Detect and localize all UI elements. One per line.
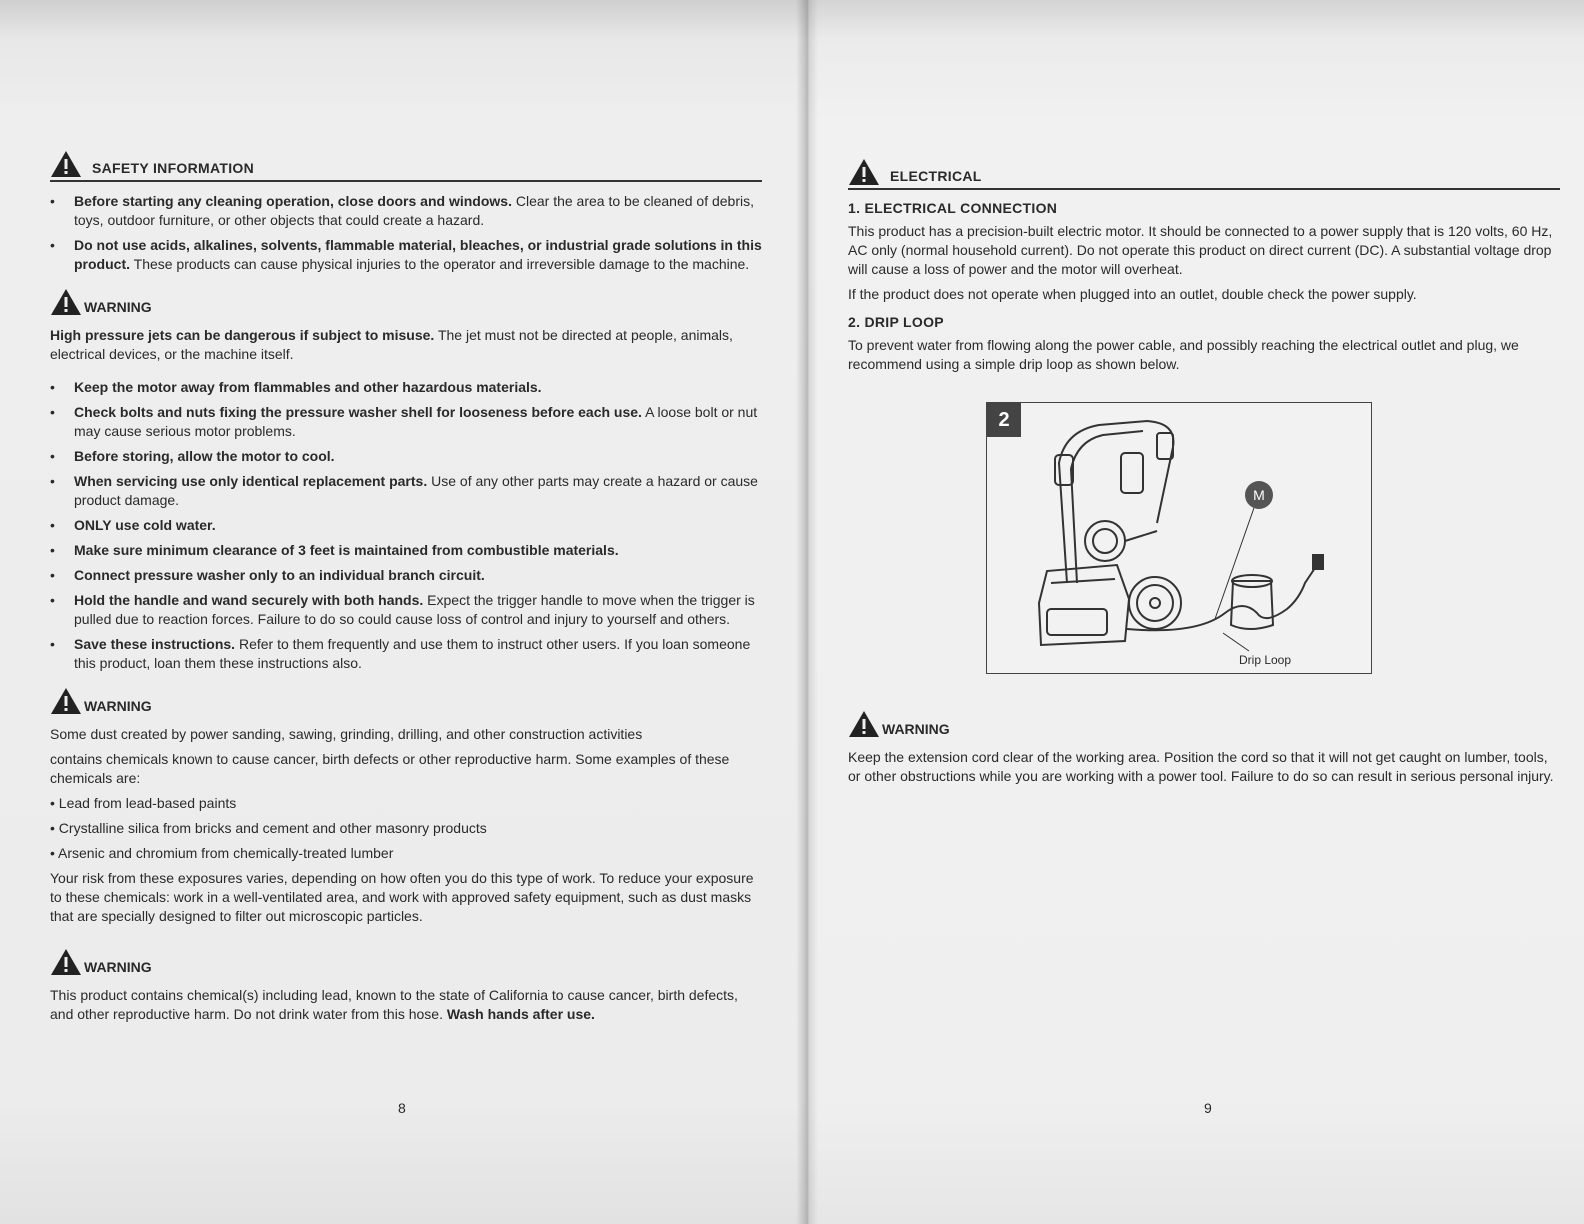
warning-title: WARNING [84, 698, 152, 714]
chemical-list-item: • Arsenic and chromium from chemically-treated lumber [50, 845, 394, 861]
warning-title: WARNING [84, 959, 152, 975]
warning-header-3 [50, 948, 762, 976]
list-item: • Check bolts and nuts fixing the pressure washer shell for looseness before each use. A loose bolt or nut may cause serious motor problems. [50, 403, 762, 441]
page-number-right: 9 [1204, 1100, 1212, 1116]
chemical-list-item: • Lead from lead-based paints [50, 795, 237, 811]
warning-2-paragraph: contains chemicals known to cause cancer, birth defects or other reproductive harm. Some examples of these chemicals are: [50, 751, 730, 786]
warning-title: WARNING [84, 299, 152, 315]
warning-1-list [50, 378, 762, 673]
warning-header-1 [50, 288, 762, 316]
warning-triangle-icon [50, 288, 82, 316]
electrical-connection-paragraph: This product has a precision-built electric motor. It should be connected to a power supply that is 120 volts, 60 Hz, AC only (normal household current). Do not operate this product on direct current (DC). A substantial voltage drop will cause a loss of power and the motor will overheat. [848, 223, 1553, 277]
right-page-content [848, 158, 1560, 792]
list-item: • Connect pressure washer only to an individual branch circuit. [50, 566, 762, 585]
extension-cord-warning: Keep the extension cord clear of the working area. Position the cord so that it will not get caught on lumber, tools, or other obstructions while you are working with a power tool. Failure to do so can result in serious personal injury. [848, 749, 1554, 784]
list-item: • Make sure minimum clearance of 3 feet is maintained from combustible materials. [50, 541, 762, 560]
warning-1-intro: High pressure jets can be dangerous if subject to misuse. The jet must not be directed at people, animals, electrical devices, or the machine itself. [50, 327, 733, 362]
warning-triangle-icon [50, 150, 82, 178]
warning-triangle-icon [50, 687, 82, 715]
motor-callout [1245, 481, 1273, 509]
safety-information-header [50, 150, 762, 182]
warning-triangle-icon [50, 948, 82, 976]
page-number-left: 8 [398, 1100, 406, 1116]
warning-title: WARNING [882, 721, 950, 737]
electrical-connection-paragraph: If the product does not operate when plugged into an outlet, double check the power supply. [848, 286, 1417, 302]
safety-list [50, 192, 762, 274]
safety-information-title: SAFETY INFORMATION [92, 160, 254, 176]
drip-loop-figure [986, 402, 1372, 674]
warning-header-right [848, 710, 1560, 738]
warning-2-paragraph: Some dust created by power sanding, sawing, grinding, drilling, and other construction activities [50, 726, 643, 742]
electrical-header [848, 158, 1560, 190]
list-item: • Hold the handle and wand securely with both hands. Expect the trigger handle to move when the trigger is pulled due to reaction forces. Failure to do so could cause loss of control and injury to yourself and others. [50, 591, 762, 629]
list-item: • When servicing use only identical replacement parts. Use of any other parts may create a hazard or cause product damage. [50, 472, 762, 510]
drip-loop-label: Drip Loop [1239, 653, 1292, 667]
electrical-connection-heading: 1. ELECTRICAL CONNECTION [848, 200, 1058, 216]
svg-text:M: M [1253, 487, 1265, 503]
warning-2-paragraph: Your risk from these exposures varies, depending on how often you do this type of work. To reduce your exposure to these chemicals: work in a well-ventilated area, and work with approved safety equipment, such as dust masks that are specially designed to filter out microscopic particles. [50, 870, 754, 924]
list-item: • Before starting any cleaning operation, close doors and windows. Clear the area to be cleaned of debris, toys, outdoor furniture, or other objects that could create a hazard. [50, 192, 762, 230]
list-item: • Keep the motor away from flammables and other hazardous materials. [50, 378, 762, 397]
warning-header-2 [50, 687, 762, 715]
list-item: • Before storing, allow the motor to cool. [50, 447, 762, 466]
list-item: • ONLY use cold water. [50, 516, 762, 535]
book-spine-shadow [796, 0, 818, 1224]
drip-loop-paragraph: To prevent water from flowing along the power cable, and possibly reaching the electrical outlet and plug, we recommend using a simple drip loop as shown below. [848, 337, 1519, 372]
warning-triangle-icon [848, 158, 880, 186]
left-page-content [50, 150, 762, 1030]
list-item: • Save these instructions. Refer to them frequently and use them to instruct other users. If you loan someone this product, loan them these instructions also. [50, 635, 762, 673]
right-page [806, 0, 1584, 1224]
drip-loop-heading: 2. DRIP LOOP [848, 314, 944, 330]
warning-3-paragraph: This product contains chemical(s) including lead, known to the state of California to cause cancer, birth defects, and other reproductive harm. Do not drink water from this hose. Wash hands after use. [50, 987, 738, 1022]
list-item: • Do not use acids, alkalines, solvents, flammable material, bleaches, or industrial grade solutions in this product. These products can cause physical injuries to the operator and irreversible damage to the machine. [50, 236, 762, 274]
warning-triangle-icon [848, 710, 880, 738]
electrical-title: ELECTRICAL [890, 168, 982, 184]
figure-number-badge: 2 [987, 403, 1021, 437]
chemical-list-item: • Crystalline silica from bricks and cement and other masonry products [50, 820, 487, 836]
pressure-washer-illustration [987, 403, 1371, 673]
